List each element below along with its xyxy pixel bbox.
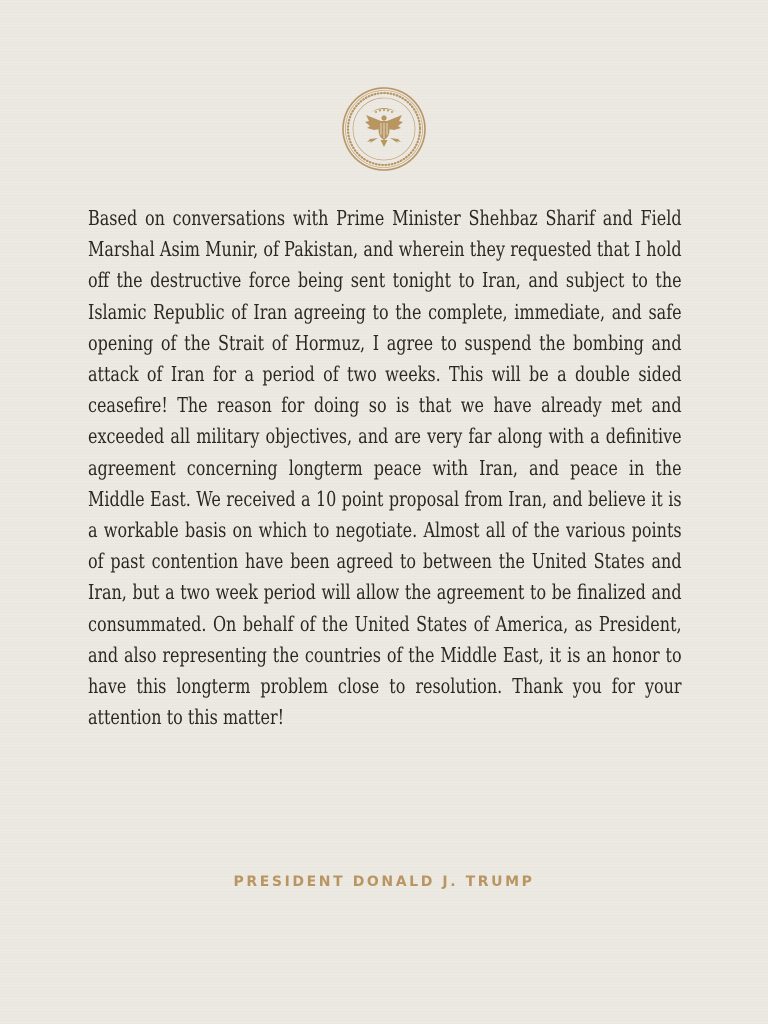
presidential-seal-icon xyxy=(340,85,428,173)
signature: PRESIDENT DONALD J. TRUMP xyxy=(233,874,535,890)
statement-body: Based on conversations with Prime Minister Shehbaz Sharif and Field Marshal Asim Munir, of Pakistan, and wherein they requested that I hold off the destructive force being sent tonight to Iran, and subject to the Islamic Republic of Iran agreeing to the complete, immediate, and safe opening of the Strait of Hormuz, I agree to suspend the bombing and attack of Iran for a period of two weeks. This will be a double sided ceasefire! The reason for doing so is that we have already met and exceeded all military objectives, and are very far along with a definitive agreement concerning longterm peace with Iran, and peace in the Middle East. We received a 10 point proposal from Iran, and believe it is a workable basis on which to negotiate. Almost all of the various points of past contention have been agreed to between the United States and Iran, but a two week period will allow the agreement to be finalized and consummated. On behalf of the United States of America, as President, and also representing the countries of the Middle East, it is an honor to have this longterm problem close to resolution. Thank you for your attention to this matter! xyxy=(88,206,682,730)
